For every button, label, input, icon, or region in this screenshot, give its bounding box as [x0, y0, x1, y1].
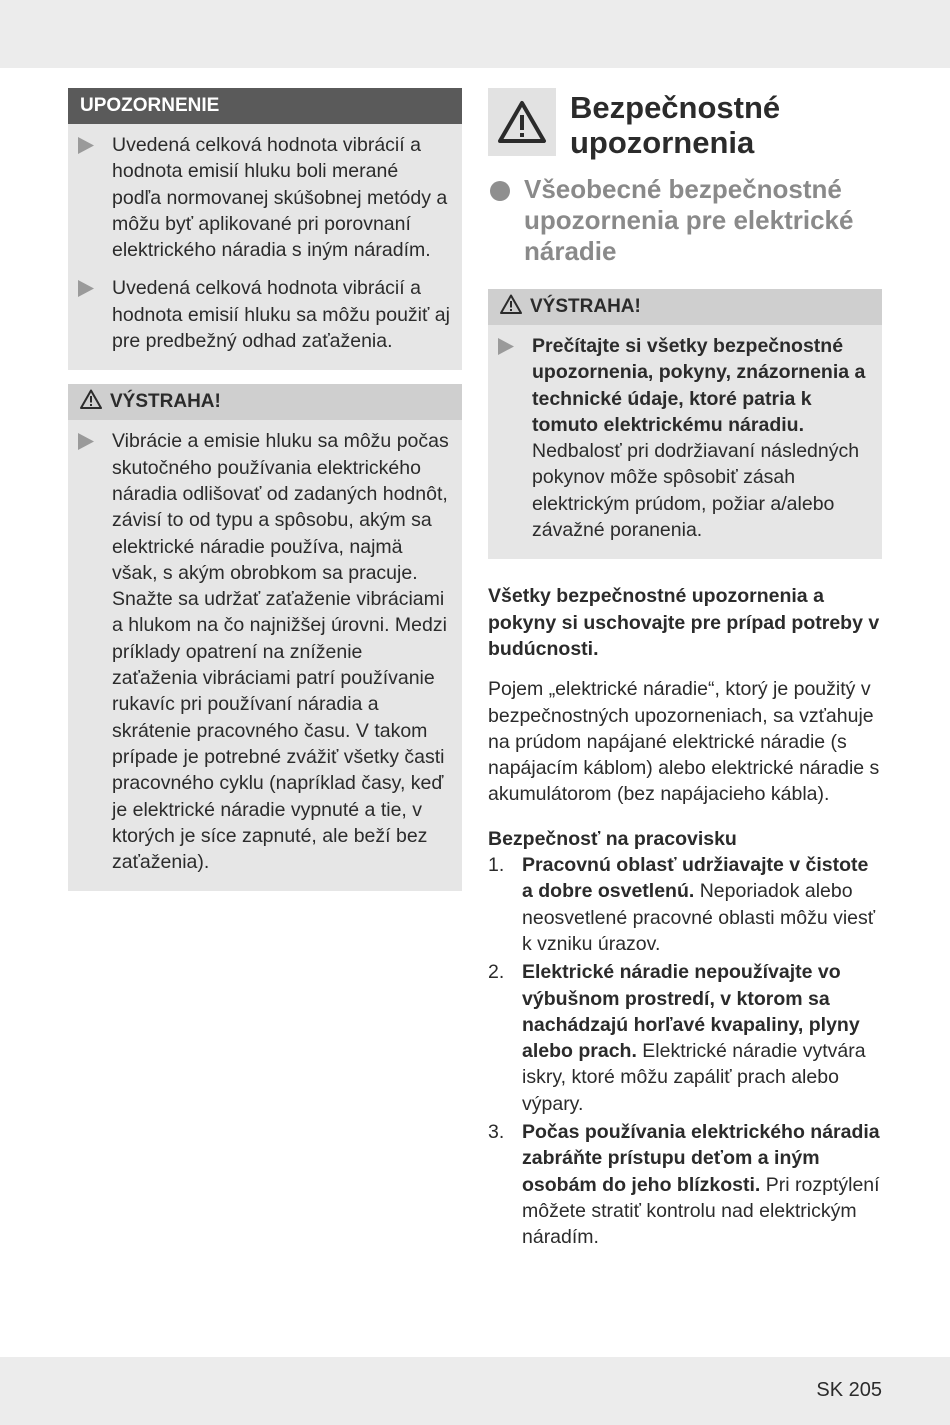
warning-icon — [488, 88, 556, 156]
warning-box — [488, 289, 882, 559]
title-block — [488, 88, 882, 160]
arrow-right-icon — [78, 275, 112, 354]
bullet-dot-icon — [490, 181, 510, 201]
arrow-right-icon — [78, 428, 112, 875]
header-band — [0, 0, 950, 68]
note-item: Uvedená celková hodnota vibrácií a hodnota emisií hluku boli merané podľa normovanej skúšobnej metódy a môžu byť aplikované pri porovnaní elektrického náradia s iným náradím. — [78, 132, 452, 263]
definition-paragraph: Pojem „elektrické náradie“, ktorý je použitý v bezpečnostných upozorneniach, sa vzťahuje na prúdom napájané elektrické náradie (s napájacím káblom) alebo elektrické náradie s akumulátorom (bez napájacieho kábla). — [488, 678, 880, 806]
left-column — [68, 88, 462, 905]
arrow-right-icon — [498, 333, 532, 543]
keep-notice: Všetky bezpečnostné upozornenia a pokyny si uschovajte pre prípad potreby v budúcnosti. — [488, 585, 880, 660]
warning-header: VÝSTRAHA! — [68, 384, 462, 420]
warning-icon — [500, 294, 522, 320]
warning-item: Vibrácie a emisie hluku sa môžu počas skutočného používania elektrického náradia odlišovať od zadaných hodnôt, závisí to od typu a spôsobu, akým sa elektrické náradie používa, najmä však, s akým obrobkom sa pracuje. Snažte sa udržať zaťaženie vibráciami a hlukom na čo najnižšej úrovni. Medzi príklady opatrení na zníženie zaťaženia vibráciami patrí používanie rukavíc pri používaní náradia a skrátenie pracovného času. V takom prípade je potrebné zvážiť všetky časti pracovného cyklu (napríklad časy, keď je elektrické náradie vypnuté a tie, v ktorých je síce zapnuté, ale beží bez zaťaženia). — [78, 428, 452, 875]
note-header: UPOZORNENIE — [68, 88, 462, 124]
right-column — [488, 88, 882, 1253]
arrow-right-icon — [78, 132, 112, 263]
section-subtitle: Všeobecné bezpečnostné upozornenia pre elektrické náradie — [524, 174, 854, 266]
list-item: 2. Elektrické náradie nepoužívajte vo výbušnom prostredí, v ktorom sa nachádzajú horľavé kvapaliny, plyny alebo prach. Elektrické náradie vytvára iskry, ktoré môžu zapáliť prach alebo výpary. — [488, 961, 866, 1115]
subtitle-block — [488, 174, 882, 267]
note-box — [68, 88, 462, 370]
page-number: SK 205 — [816, 1379, 882, 1401]
warning-icon — [80, 389, 102, 415]
list-item: 1. Pracovnú oblasť udržiavajte v čistote a dobre osvetlenú. Neporiadok alebo neosvetlené pracovné oblasti môžu viesť k vzniku úrazov. — [488, 854, 876, 955]
list-item: 3. Počas používania elektrického náradia zabráňte prístupu deťom a iným osobám do jeho blízkosti. Pri rozptýlení môžete stratiť kontrolu nad elektrickým náradím. — [488, 1121, 880, 1249]
numbered-list — [488, 852, 882, 1250]
note-item: Uvedená celková hodnota vibrácií a hodnota emisií hluku sa môžu použiť aj pre predbežný odhad zaťaženia. — [78, 275, 452, 354]
section-heading: Bezpečnosť na pracovisku — [488, 827, 737, 850]
warning-header: VÝSTRAHA! — [488, 289, 882, 325]
warning-item: Prečítajte si všetky bezpečnostné upozornenia, pokyny, znázornenia a technické údaje, ktoré patria k tomuto elektrickému náradiu. Nedbalosť pri dodržiavaní následných pokynov môže spôsobiť zásah elektrickým prúdom, požiar a/alebo závažné poranenia. — [498, 333, 872, 543]
page-title: Bezpečnostné upozornenia — [570, 90, 781, 160]
warning-box — [68, 384, 462, 891]
footer-band — [0, 1357, 950, 1425]
